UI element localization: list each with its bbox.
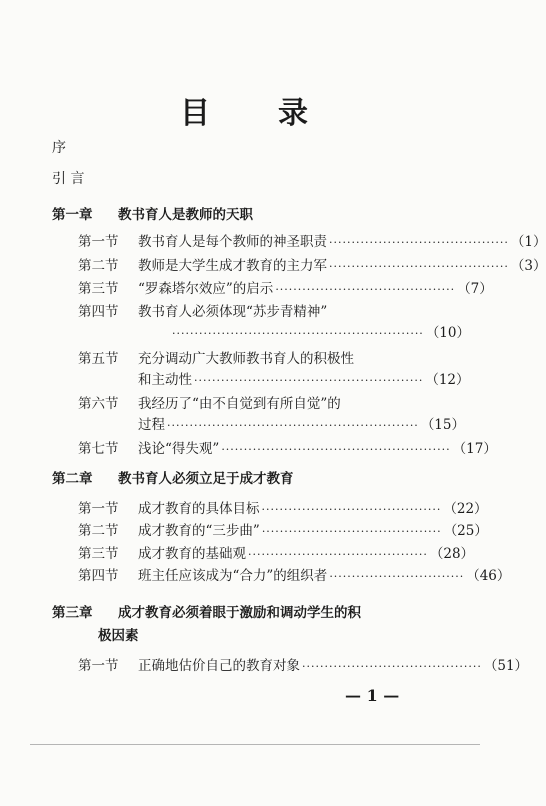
page-ref: （1） [510,234,546,250]
page-ref: （15） [420,417,465,433]
toc-entry [138,371,470,390]
section-number: 第七节 [78,441,119,457]
page-ref: （25） [443,523,488,539]
toc-entry [170,324,470,343]
section-title: 成才教育的“三步曲” [138,523,260,539]
section-title: 教书育人是每个教师的神圣职责 [138,234,327,250]
section-title: 成才教育的具体目标 [138,501,260,517]
chapter-title: 成才教育必须着眼于激励和调动学生的积 [118,605,361,621]
section-title: 正确地估价自己的教育对象 [138,658,300,674]
page-ref: （12） [425,372,470,388]
chapter-heading [52,604,361,622]
leader-dots: ········································ [329,236,509,249]
page-ref: （7） [457,281,493,297]
page-ref: （17） [452,441,497,457]
page-ref: （28） [429,546,475,562]
leader-dots: ························································ [167,419,419,432]
section-number: 第六节 [78,396,119,412]
page-ref: （22） [443,501,488,517]
leader-dots: ··················································· [221,443,451,456]
section-title-cont: 过程 [138,417,165,433]
section-title: 班主任应该成为“合力”的组织者 [138,568,328,584]
chapter-number: 第一章 [52,207,93,223]
title-char-1: 目 [180,96,210,131]
toc-entry [138,440,497,459]
leader-dots: ········································ [329,260,509,273]
toc-entry [138,522,488,541]
toc-entry [138,545,475,564]
section-title: “罗森塔尔效应”的启示 [138,281,274,297]
toc-preface: 序 [52,140,66,156]
leader-dots: ········································ [261,503,442,516]
section-number: 第二节 [78,523,119,539]
leader-dots: ········································ [302,660,482,673]
leader-dots: ··················································· [194,374,424,387]
page-ref: （3） [510,258,546,274]
section-number: 第一节 [78,658,119,674]
chapter-title: 教书育人是教师的天职 [118,207,253,223]
leader-dots: ········································ [248,548,428,561]
toc-entry [138,280,493,299]
toc-entry [138,416,465,435]
section-number: 第二节 [78,258,119,274]
chapter-number: 第二章 [52,471,93,487]
chapter-heading [52,470,294,488]
section-title: 浅论“得失观” [138,441,220,457]
section-title: 教书育人必须体现“苏步青精神” [138,304,328,320]
page-ref: （51） [483,658,529,674]
section-number: 第一节 [78,234,119,250]
title-char-2: 录 [278,96,308,131]
toc-entry [138,233,546,252]
page-ref: （46） [466,568,511,584]
toc-entry [138,257,546,276]
section-number: 第五节 [78,351,119,367]
leader-dots: ······························ [329,570,465,583]
toc-entry [138,567,511,586]
section-number: 第四节 [78,568,119,584]
toc-introduction: 引 言 [52,171,85,187]
section-number: 第四节 [78,304,119,320]
page-ref: （10） [425,325,470,341]
section-title: 成才教育的基础观 [138,546,246,562]
leader-dots: ········································ [275,283,456,296]
section-title: 我经历了“由不自觉到有所自觉”的 [138,396,341,412]
section-number: 第三节 [78,546,119,562]
page-number: — 1 — [345,686,400,705]
chapter-number: 第三章 [52,605,93,621]
section-title-cont: 和主动性 [138,372,192,388]
leader-dots: ························································ [172,327,424,340]
section-title: 充分调动广大教师教书育人的积极性 [138,351,354,367]
chapter-title: 教书育人必须立足于成才教育 [118,471,294,487]
section-title: 教师是大学生成才教育的主力军 [138,258,327,274]
page-title [0,88,506,131]
toc-entry [138,657,529,676]
chapter-title-cont: 极因素 [98,628,139,644]
section-number: 第一节 [78,501,119,517]
toc-entry [138,500,488,519]
scan-edge-line [30,744,480,745]
chapter-heading [52,206,253,224]
section-number: 第三节 [78,281,119,297]
leader-dots: ········································ [261,525,442,538]
